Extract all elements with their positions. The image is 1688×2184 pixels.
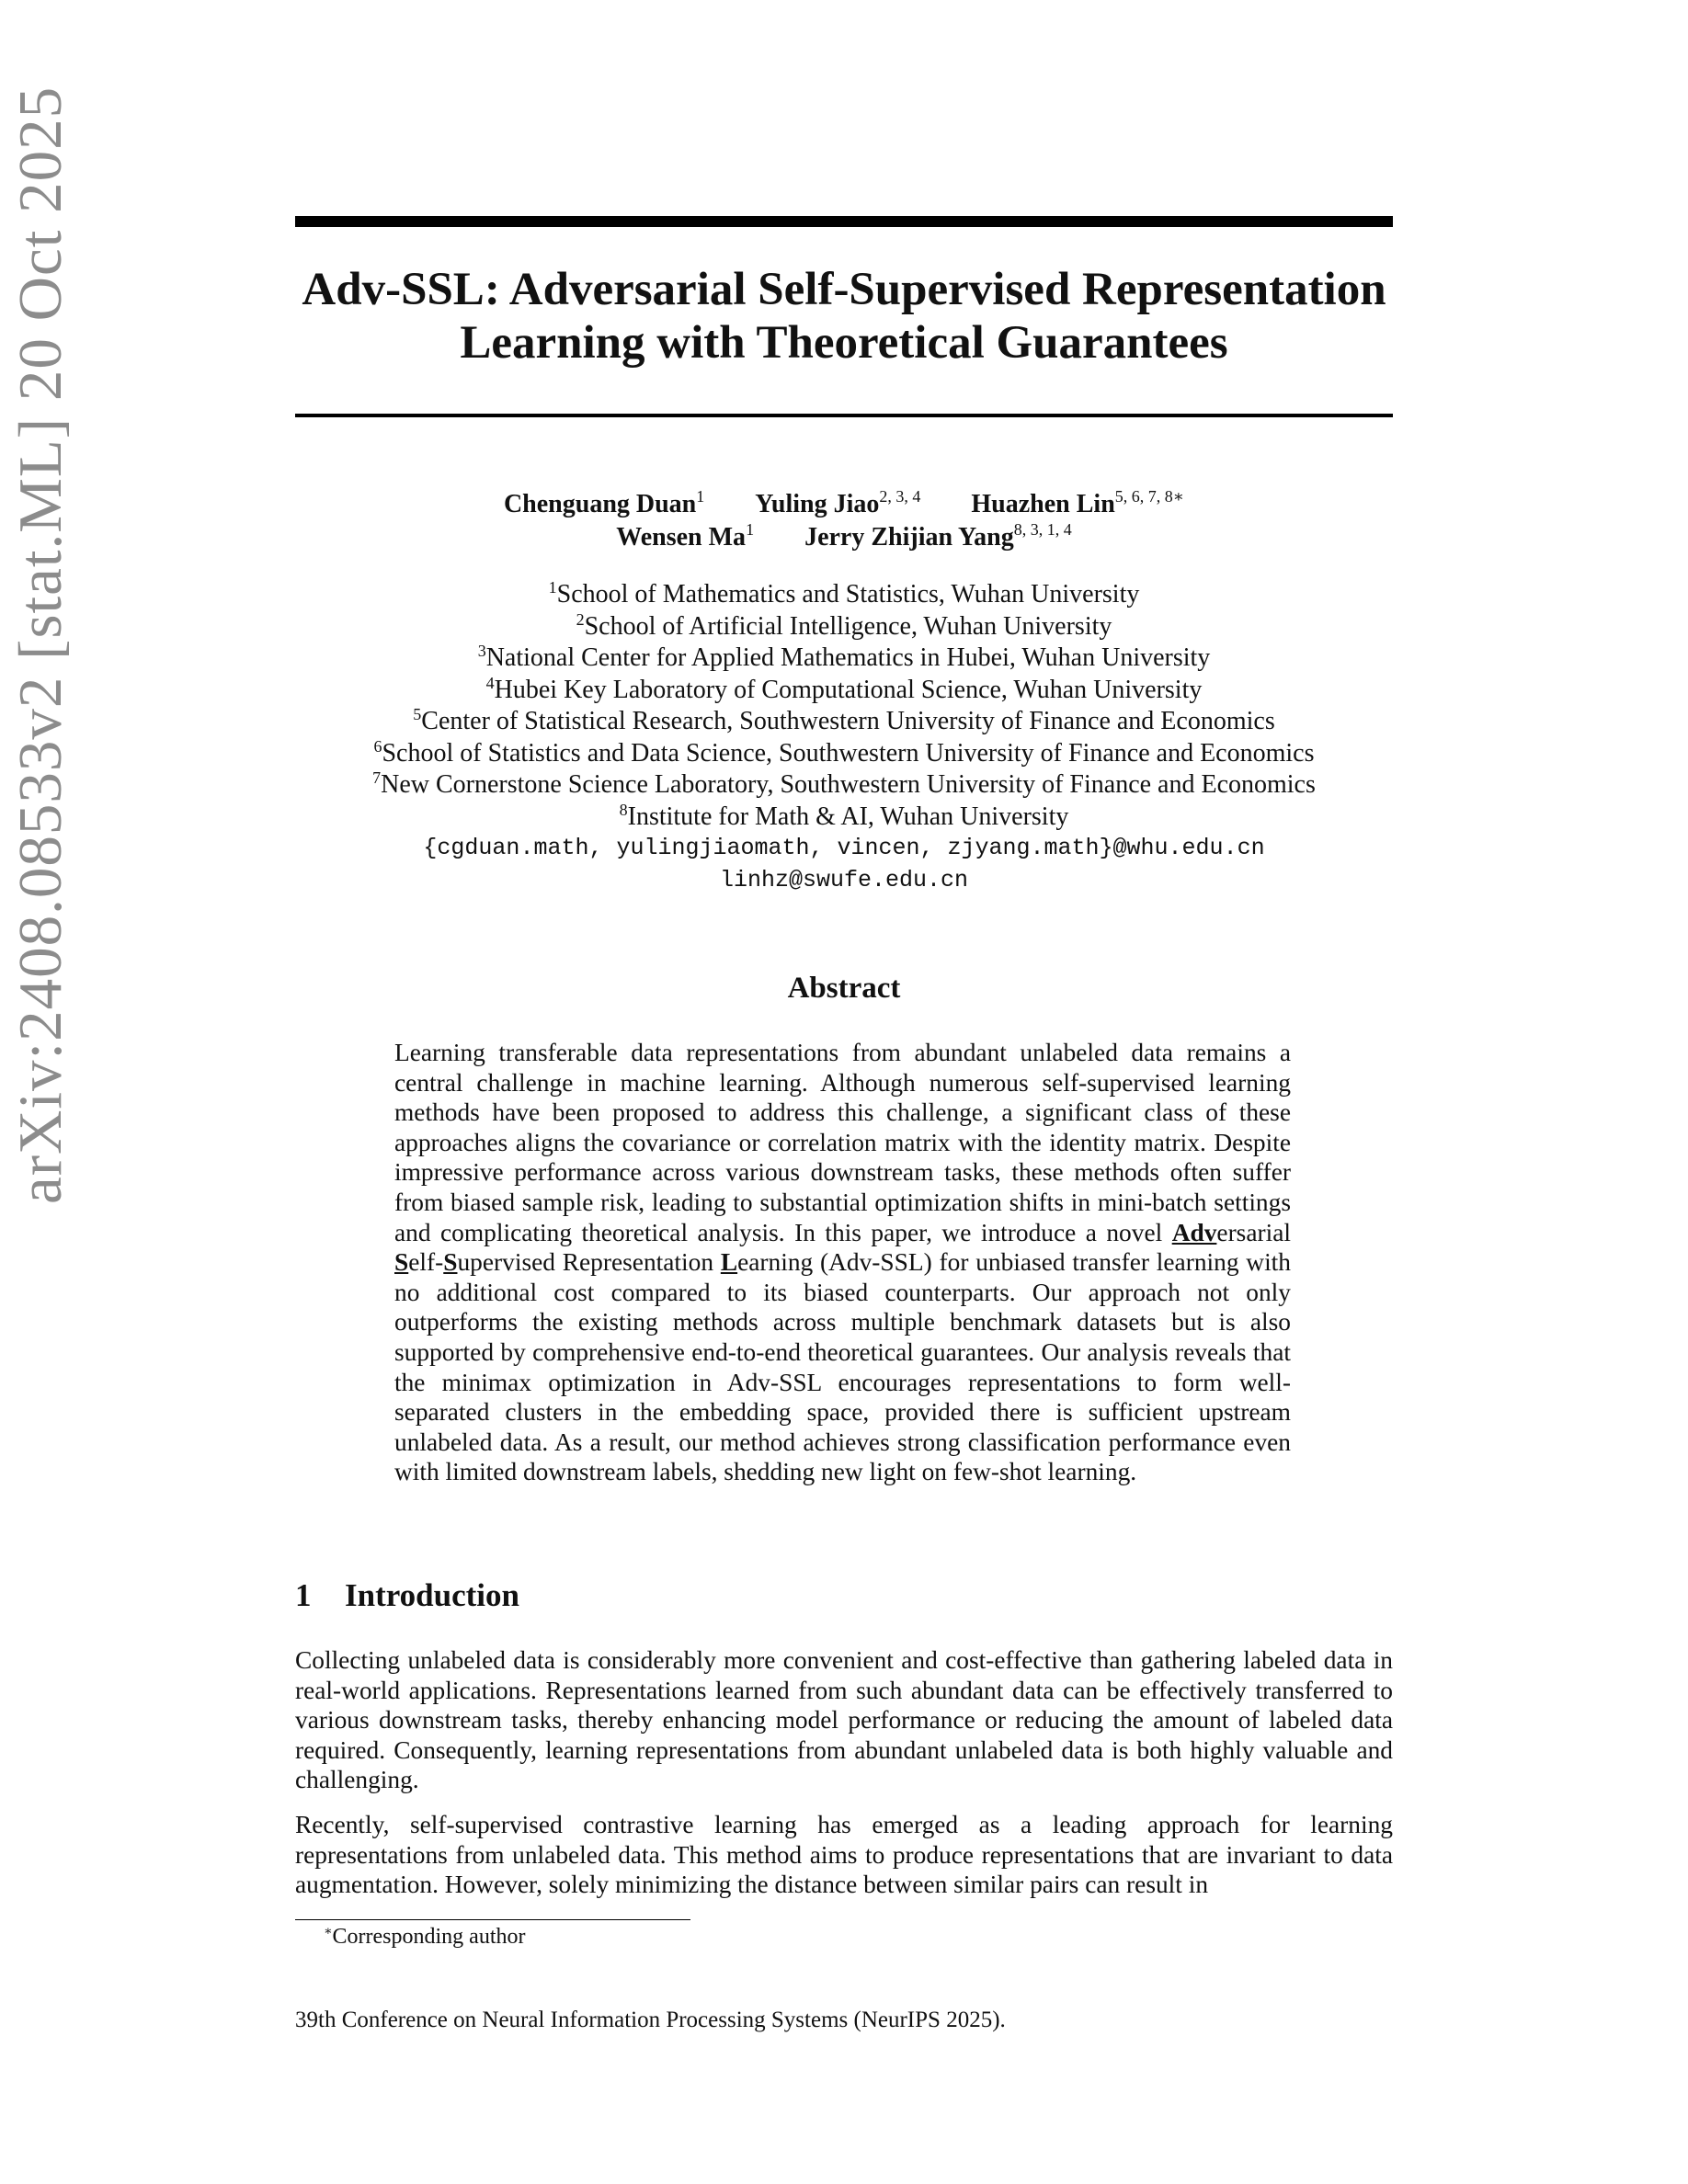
title-top-rule <box>295 216 1393 227</box>
email-list[interactable]: {cgduan.math, yulingjiaomath, vincen, zjyang.math}@whu.edu.cn <box>423 835 1265 861</box>
affiliation-number: 3 <box>477 642 486 660</box>
author <box>504 488 704 521</box>
acronym-letters: L <box>720 1248 738 1277</box>
section-number: 1 <box>295 1577 312 1613</box>
author-line-1 <box>295 488 1393 521</box>
author-affiliation-marks: 1 <box>696 487 705 506</box>
affiliation-number: 2 <box>576 609 585 629</box>
affiliation-number: 5 <box>413 705 422 723</box>
abstract-text: ersarial <box>1216 1218 1291 1246</box>
paper-title <box>295 263 1393 370</box>
title-line-2: Learning with Theoretical Guarantees <box>460 317 1228 369</box>
affiliation-text: Hubei Key Laboratory of Computational Science, Wuhan University <box>494 675 1203 704</box>
affiliation <box>295 738 1393 770</box>
affiliation-text: National Center for Applied Mathematics in Hubei, Wuhan University <box>485 643 1211 672</box>
affiliation-list <box>295 579 1393 896</box>
affiliation-number: 8 <box>619 800 628 819</box>
corresponding-email[interactable]: linhz@swufe.edu.cn <box>719 866 969 893</box>
author-affiliation-marks: 2, 3, 4 <box>879 487 921 506</box>
abstract-body <box>394 1038 1291 1487</box>
footnote-text: Corresponding author <box>332 1925 526 1949</box>
affiliation <box>295 802 1393 834</box>
author-name: Yuling Jiao <box>755 490 880 518</box>
author <box>616 521 754 554</box>
abstract-heading: Abstract <box>787 972 901 1005</box>
affiliation-number: 4 <box>485 673 495 692</box>
affiliation-text: School of Mathematics and Statistics, Wuhan University <box>556 580 1140 609</box>
author-affiliation-marks: 8, 3, 1, 4 <box>1013 520 1072 539</box>
author-name: Wensen Ma <box>616 523 747 552</box>
section-heading-introduction <box>295 1577 1393 1614</box>
title-bottom-rule <box>295 414 1393 417</box>
conference-note: 39th Conference on Neural Information Processing Systems (NeurIPS 2025). <box>295 2008 1006 2032</box>
affiliation-text: Center of Statistical Research, Southwestern University of Finance and Economics <box>421 707 1275 735</box>
footnote-rule <box>295 1919 690 1920</box>
acronym-letters: S <box>394 1248 409 1277</box>
abstract-text: earning (Adv-SSL) for unbiased transfer learning with no additional cost compared to its biased counterparts. Our approach not only outperforms the existing methods across multiple benchmark datasets but is also supported by comprehensive end-to-end theoretical guarantees. Our analysis reveals that the minimax optimization in Adv-SSL encourages representations to form well-separated clusters in the embedding space, provided there is sufficient upstream unlabeled data. As a result, our method achieves strong classification performance even with limited downstream labels, shedding new light on few-shot learning. <box>394 1248 1291 1486</box>
affiliation-text: School of Artificial Intelligence, Wuhan University <box>584 611 1112 641</box>
affiliation <box>295 769 1393 802</box>
author-affiliation-marks: 1 <box>746 520 755 539</box>
affiliation-text: New Cornerstone Science Laboratory, Southwestern University of Finance and Economics <box>381 770 1316 799</box>
acronym-letters: S <box>443 1248 458 1277</box>
author <box>971 488 1184 521</box>
author-affiliation-marks: 5, 6, 7, 8∗ <box>1114 487 1185 506</box>
author-name: Jerry Zhijian Yang <box>804 523 1014 552</box>
intro-paragraph-1: Collecting unlabeled data is considerably more convenient and cost-effective than gathering labeled data in real-world applications. Representations learned from such abundant data can be effectively transferred to various downstream tasks, thereby enhancing model performance or reducing the amount of labeled data required. Consequently, learning representations from abundant unlabeled data is both highly valuable and challenging. <box>295 1646 1393 1794</box>
affiliation <box>295 706 1393 738</box>
affiliation <box>295 611 1393 643</box>
arxiv-identifier-stamp: arXiv:2408.08533v2 [stat.ML] 20 Oct 2025 <box>6 85 74 1204</box>
abstract-text: Learning transferable data representations from abundant unlabeled data remains a central challenge in machine learning. Although numerous self-supervised learning methods have been proposed to address this challenge, a significant class of these approaches aligns the covariance or correlation matrix with the identity matrix. Despite impressive performance across various downstream tasks, these methods often suffer from biased sample risk, leading to substantial optimization shifts in mini-batch settings and complicating theoretical analysis. In this paper, we introduce a novel <box>394 1039 1291 1246</box>
author-list <box>295 488 1393 554</box>
affiliation-number: 1 <box>548 578 557 597</box>
affiliation-text: School of Statistics and Data Science, Southwestern University of Finance and Economics <box>382 738 1315 768</box>
affiliation-number: 6 <box>373 736 382 756</box>
affiliation-number: 7 <box>372 768 382 787</box>
author-name: Chenguang Duan <box>503 490 697 518</box>
section-title: Introduction <box>345 1577 519 1613</box>
intro-paragraph-2: Recently, self-supervised contrastive learning has emerged as a leading approach for learning representations from unlabeled data. This method aims to produce representations that are invariant to data augmentation. However, solely minimizing the distance between similar pairs can result in <box>295 1811 1393 1899</box>
footnote-mark: ∗ <box>324 1925 333 1939</box>
abstract-text: elf- <box>408 1248 444 1277</box>
author-line-2 <box>295 521 1393 554</box>
author-name: Huazhen Lin <box>971 490 1115 518</box>
title-line-1: Adv-SSL: Adversarial Self-Supervised Representation <box>302 264 1386 315</box>
footnote <box>324 1925 525 1950</box>
author <box>755 488 920 521</box>
author <box>804 521 1072 554</box>
affiliation <box>295 579 1393 611</box>
affiliation-text: Institute for Math & AI, Wuhan University <box>627 802 1069 831</box>
abstract-text: upervised Representation <box>457 1248 721 1277</box>
affiliation <box>295 675 1393 707</box>
affiliation <box>295 643 1393 675</box>
acronym-letters: Adv <box>1171 1218 1217 1246</box>
